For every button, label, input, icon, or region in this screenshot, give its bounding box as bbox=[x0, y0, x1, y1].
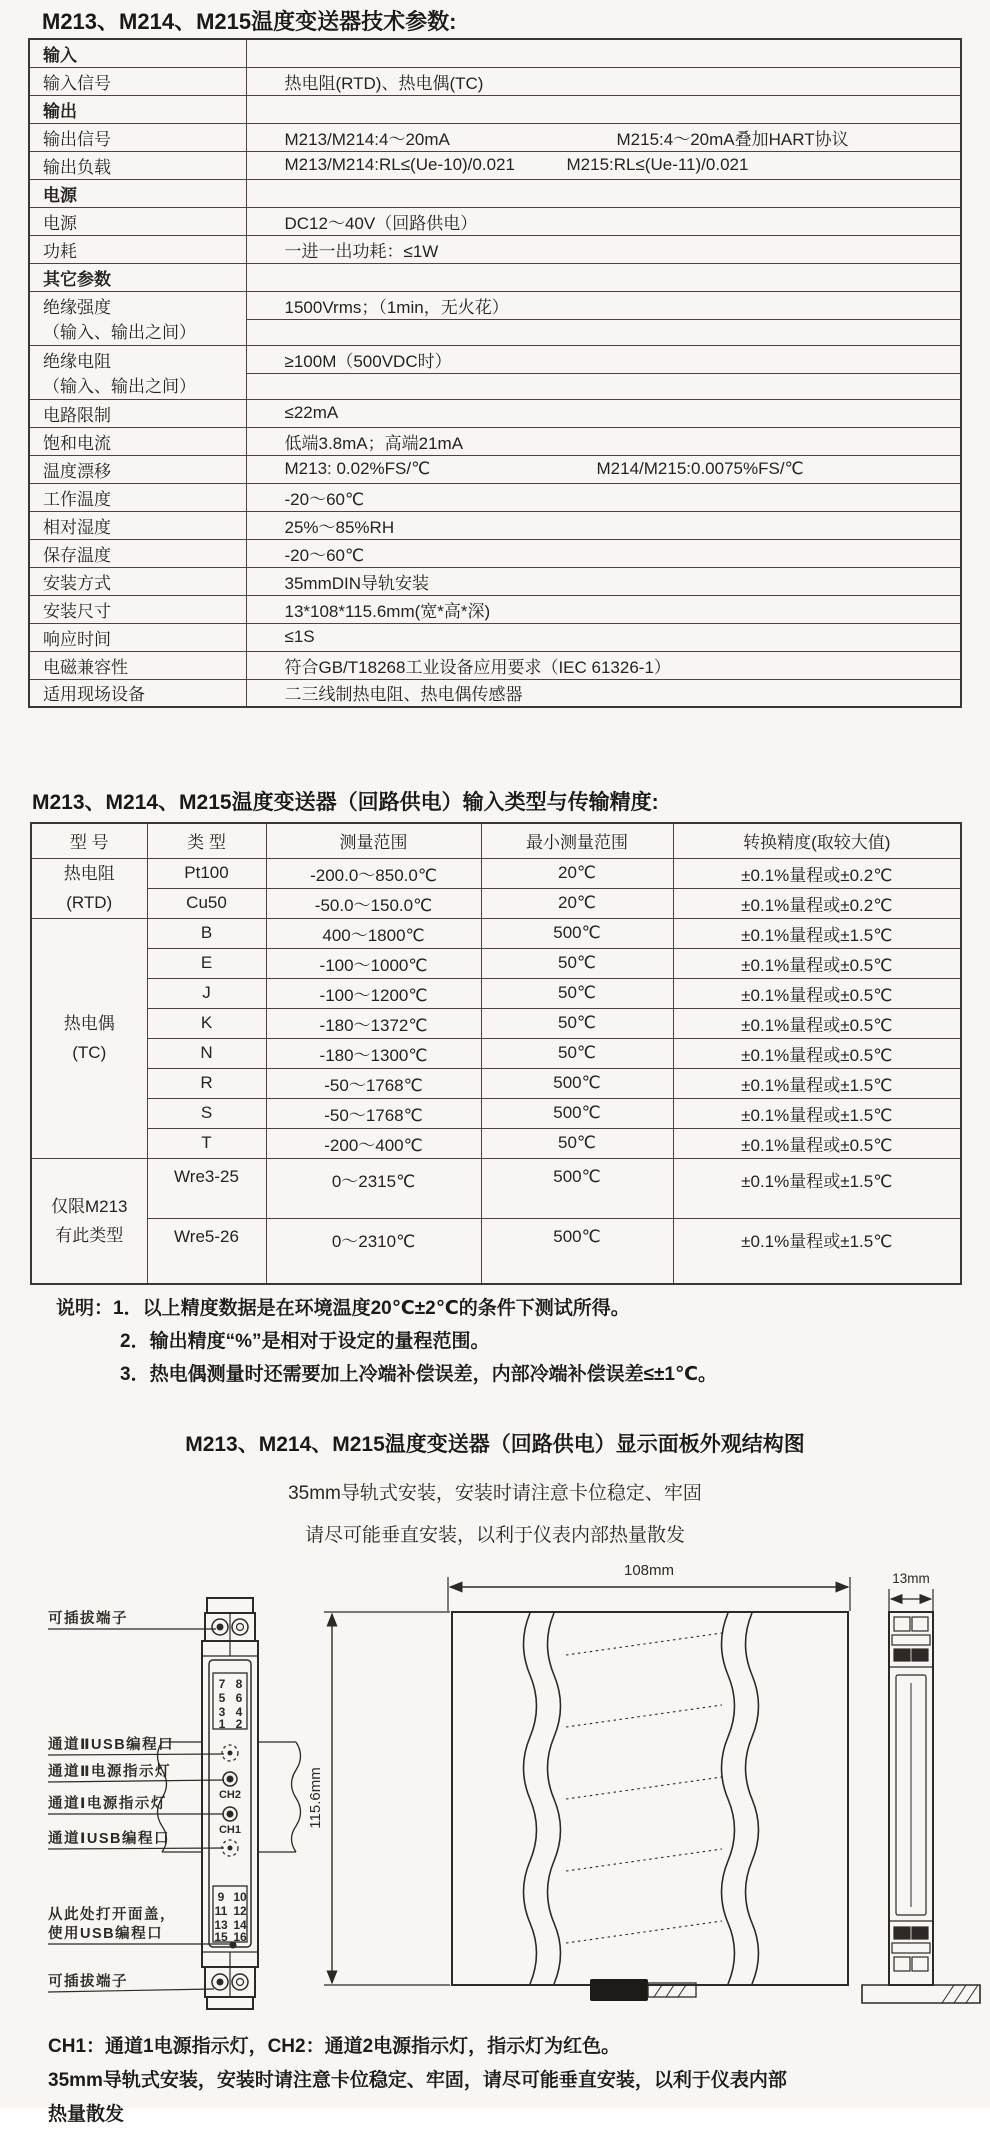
terminal-numbers bbox=[214, 1677, 247, 1944]
footer-line: CH1：通道1电源指示灯，CH2：通道2电源指示灯，指示灯为红色。 bbox=[48, 2036, 621, 2057]
svg-text:13: 13 bbox=[214, 1918, 228, 1932]
table-row: 其它参数 bbox=[29, 263, 961, 291]
table-row: 电源 bbox=[29, 179, 961, 207]
label-ch2-power-led: 通道Ⅱ电源指示灯 bbox=[48, 1764, 172, 1780]
page-title-panel-structure: M213、M214、M215温度变送器（回路供电）显示面板外观结构图 bbox=[185, 1433, 805, 1456]
table-row: 绝缘强度 （输入、输出之间） 1500Vrms；（1min，无火花） bbox=[29, 291, 961, 319]
rail-foot bbox=[862, 1985, 980, 2003]
table-row: 工作温度 -20～60℃ bbox=[29, 483, 961, 511]
table-row: N -180～1300℃ 50℃ ±0.1%量程或±0.5℃ bbox=[31, 1038, 961, 1068]
table-row: 输入信号 热电阻(RTD)、热电偶(TC) bbox=[29, 67, 961, 95]
terminal-screw-icon bbox=[232, 1619, 248, 1635]
svg-text:12: 12 bbox=[233, 1904, 247, 1918]
range-table bbox=[30, 822, 962, 1285]
label-pluggable-terminal-top: 可插拔端子 bbox=[48, 1611, 128, 1627]
footer-line: 热量散发 bbox=[48, 2104, 125, 2125]
terminal-screw-icon bbox=[232, 1974, 248, 1990]
table-row: 输出负载 M213/M214:RL≤(Ue-10)/0.021 M215:RL≤(Ue-11)/0.021 bbox=[29, 151, 961, 179]
table-row: 热电偶 (TC) B 400～1800℃ 500℃ ±0.1%量程或±1.5℃ bbox=[31, 918, 961, 948]
svg-text:11: 11 bbox=[214, 1904, 228, 1918]
table-row: S -50～1768℃ 500℃ ±0.1%量程或±1.5℃ bbox=[31, 1098, 961, 1128]
vent-pattern-dotted-lines bbox=[566, 1633, 722, 1943]
table-row: 输出信号 M213/M214:4～20mA M215:4～20mA叠加HART协议 bbox=[29, 123, 961, 151]
svg-text:2: 2 bbox=[235, 1717, 243, 1731]
page-title-tech-params: M213、M214、M215温度变送器技术参数: bbox=[42, 9, 457, 34]
table-row: R -50～1768℃ 500℃ ±0.1%量程或±1.5℃ bbox=[31, 1068, 961, 1098]
group-cell-rtd: 热电阻 (RTD) bbox=[31, 858, 147, 918]
table-row: 电路限制 ≤22mA bbox=[29, 399, 961, 427]
notes-block bbox=[56, 1292, 717, 1391]
table-row: 电源 DC12～40V（回路供电） bbox=[29, 207, 961, 235]
svg-text:5: 5 bbox=[218, 1691, 226, 1705]
module-side-view bbox=[324, 1577, 850, 2001]
module-front-view bbox=[202, 1598, 258, 2009]
table-row: 功耗 一进一出功耗：≤1W bbox=[29, 235, 961, 263]
table-row: Cu50 -50.0～150.0℃ 20℃ ±0.1%量程或±0.2℃ bbox=[31, 888, 961, 918]
group-cell-tc: 热电偶 (TC) bbox=[31, 918, 147, 1158]
label-ch2-usb-port: 通道ⅡUSB编程口 bbox=[48, 1737, 175, 1753]
note-line: 说明：1．以上精度数据是在环境温度20℃±2℃的条件下测试所得。 bbox=[56, 1298, 630, 1319]
mount-note-2: 请尽可能垂直安装，以利于仪表内部热量散发 bbox=[304, 1525, 685, 1546]
svg-text:8: 8 bbox=[235, 1677, 243, 1691]
depth-dimension-label: 115.6mm bbox=[307, 1767, 324, 1829]
label-ch1-power-led: 通道Ⅰ电源指示灯 bbox=[48, 1796, 167, 1812]
table-row: 相对湿度 25%～85%RH bbox=[29, 511, 961, 539]
note-line: 2．输出精度“%”是相对于设定的量程范围。 bbox=[120, 1331, 490, 1352]
ch2-label: CH2 bbox=[218, 1789, 242, 1801]
din-rail-clip bbox=[590, 1979, 648, 2001]
table-row: 安装方式 35mmDIN导轨安装 bbox=[29, 567, 961, 595]
panel-structure-diagram bbox=[0, 1555, 990, 2020]
width-dimension-label: 108mm bbox=[623, 1562, 675, 1579]
front-view-labels bbox=[48, 1609, 176, 1990]
table-header-row: 型 号 类 型 测量范围 最小测量范围 转换精度(取较大值) bbox=[31, 823, 961, 858]
spec-table bbox=[28, 38, 962, 708]
table-row: J -100～1200℃ 50℃ ±0.1%量程或±0.5℃ bbox=[31, 978, 961, 1008]
table-row: 响应时间 ≤1S bbox=[29, 623, 961, 651]
table-row: 输出 bbox=[29, 95, 961, 123]
thickness-dimension-label: 13mm bbox=[892, 1571, 930, 1586]
svg-text:6: 6 bbox=[235, 1691, 243, 1705]
table-row: 输入 bbox=[29, 39, 961, 67]
svg-text:1: 1 bbox=[218, 1717, 226, 1731]
page-title-input-types: M213、M214、M215温度变送器（回路供电）输入类型与传输精度: bbox=[32, 791, 659, 814]
table-row: T -200～400℃ 50℃ ±0.1%量程或±0.5℃ bbox=[31, 1128, 961, 1158]
table-row: 绝缘电阻 （输入、输出之间） ≥100M（500VDC时） bbox=[29, 345, 961, 373]
svg-text:15: 15 bbox=[214, 1930, 228, 1944]
table-row: Wre5-26 0～2310℃ 500℃ ±0.1%量程或±1.5℃ bbox=[31, 1218, 961, 1284]
table-row: 适用现场设备 二三线制热电阻、热电偶传感器 bbox=[29, 679, 961, 707]
label-open-cover-1: 从此处打开面盖， bbox=[48, 1907, 176, 1923]
footer-notes bbox=[48, 2030, 787, 2132]
svg-text:9: 9 bbox=[217, 1890, 225, 1904]
svg-text:10: 10 bbox=[233, 1890, 247, 1904]
table-row: 热电阻 (RTD) Pt100 -200.0～850.0℃ 20℃ ±0.1%量程或±0.2℃ bbox=[31, 858, 961, 888]
dimension-labels bbox=[307, 1562, 930, 1829]
note-line: 3．热电偶测量时还需要加上冷端补偿误差，内部冷端补偿误差≤±1℃。 bbox=[120, 1364, 717, 1385]
ch1-label: CH1 bbox=[218, 1824, 242, 1836]
table-row: 仅限M213 有此类型 Wre3-25 0～2315℃ 500℃ ±0.1%量程或±1.5℃ bbox=[31, 1158, 961, 1218]
svg-text:3: 3 bbox=[218, 1705, 226, 1719]
svg-text:4: 4 bbox=[235, 1705, 243, 1719]
table-row: K -180～1372℃ 50℃ ±0.1%量程或±0.5℃ bbox=[31, 1008, 961, 1038]
svg-text:7: 7 bbox=[218, 1677, 226, 1691]
mount-note-1: 35mm导轨式安装，安装时请注意卡位稳定、牢固 bbox=[288, 1483, 702, 1504]
table-row: E -100～1000℃ 50℃ ±0.1%量程或±0.5℃ bbox=[31, 948, 961, 978]
svg-text:14: 14 bbox=[233, 1918, 247, 1932]
module-end-view bbox=[862, 1589, 980, 2003]
svg-text:16: 16 bbox=[233, 1930, 247, 1944]
label-open-cover-2: 使用USB编程口 bbox=[48, 1926, 164, 1942]
group-cell-m213: 仅限M213 有此类型 bbox=[31, 1158, 147, 1284]
table-row: 温度漂移 M213: 0.02%FS/℃ M214/M215:0.0075%FS/℃ bbox=[29, 455, 961, 483]
label-pluggable-terminal-bottom: 可插拔端子 bbox=[48, 1974, 128, 1990]
footer-line: 35mm导轨式安装，安装时请注意卡位稳定、牢固，请尽可能垂直安装，以利于仪表内部 bbox=[48, 2070, 787, 2091]
label-ch1-usb-port: 通道ⅠUSB编程口 bbox=[48, 1831, 171, 1847]
table-row: 电磁兼容性 符合GB/T18268工业设备应用要求（IEC 61326-1） bbox=[29, 651, 961, 679]
table-row: 饱和电流 低端3.8mA；高端21mA bbox=[29, 427, 961, 455]
table-row: 安装尺寸 13*108*115.6mm(宽*高*深) bbox=[29, 595, 961, 623]
table-row: 保存温度 -20～60℃ bbox=[29, 539, 961, 567]
